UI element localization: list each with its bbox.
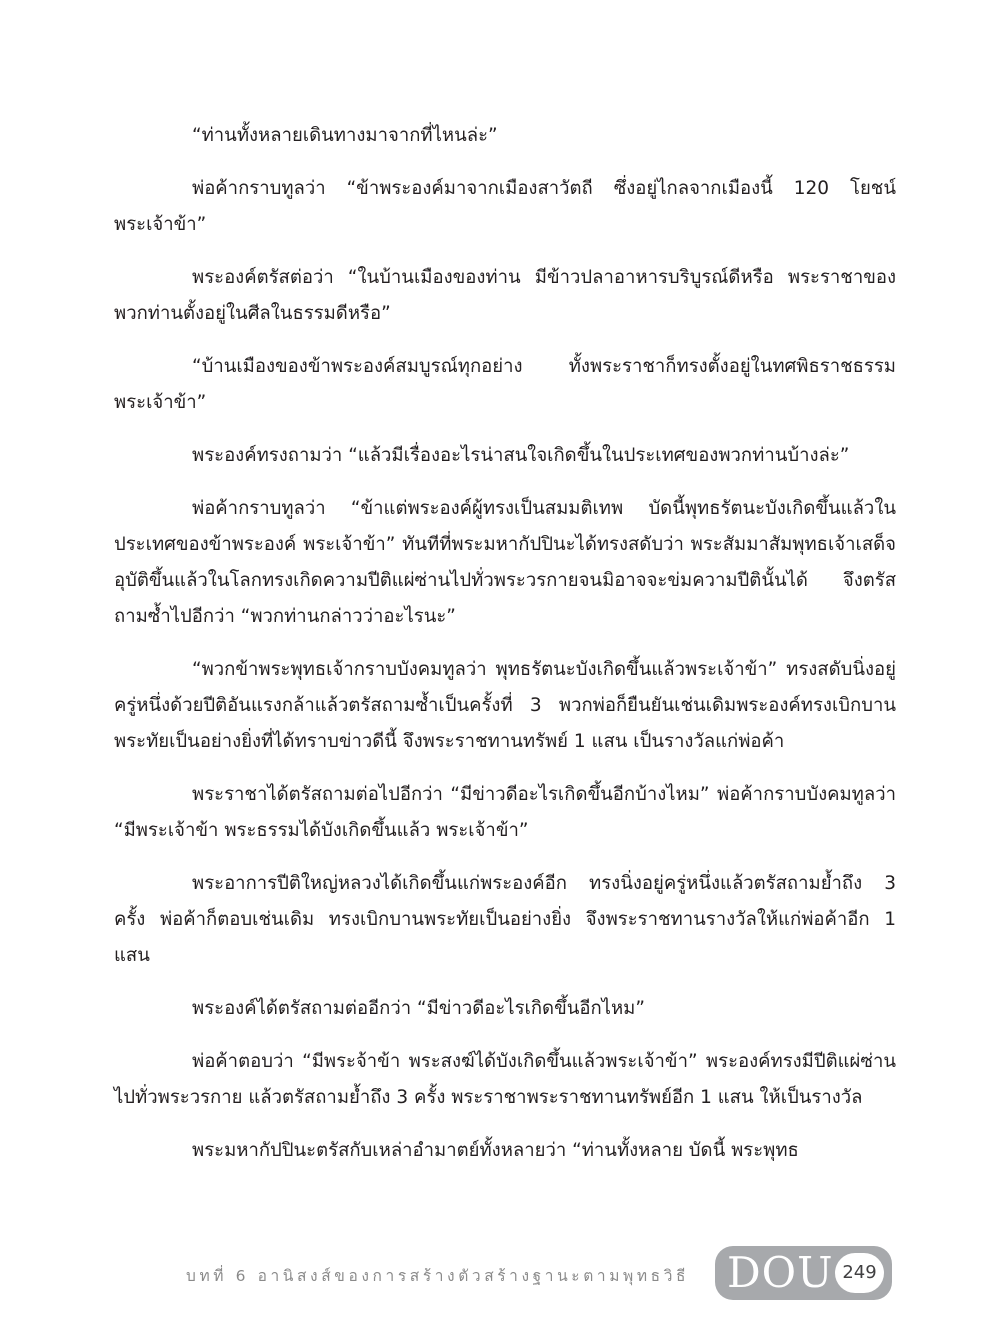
body-text bbox=[114, 118, 896, 1186]
paragraph: พระราชาได้ตรัสถามต่อไปอีกว่า “มีข่าวดีอะไรเกิดขึ้นอีกบ้างไหม” พ่อค้ากราบบังคมทูลว่า “มีพระเจ้าข้า พระธรรมได้บังเกิดขึ้นแล้ว พระเจ้าข้า” bbox=[114, 784, 896, 841]
paragraph: พระองค์ได้ตรัสถามต่ออีกว่า “มีข่าวดีอะไรเกิดขึ้นอีกไหม” bbox=[192, 998, 645, 1019]
paragraph: พระอาการปีติใหญ่หลวงได้เกิดขึ้นแก่พระองค์อีก ทรงนิ่งอยู่ครู่หนึ่งแล้วตรัสถามย้ำถึง 3 ครั้ง พ่อค้าก็ตอบเช่นเดิม ทรงเบิกบานพระทัยเป็นอย่างยิ่ง จึงพระราชทานรางวัลให้แก่พ่อค้าอีก 1 แสน bbox=[114, 873, 896, 966]
paragraph: “ท่านทั้งหลายเดินทางมาจากที่ไหนล่ะ” bbox=[192, 125, 498, 146]
paragraph: พระมหากัปปินะตรัสกับเหล่าอำมาตย์ทั้งหลายว่า “ท่านทั้งหลาย บัดนี้ พระพุทธ bbox=[192, 1140, 799, 1161]
page-footer bbox=[0, 1246, 1000, 1302]
paragraph: พระองค์ตรัสต่อว่า “ในบ้านเมืองของท่าน มีข้าวปลาอาหารบริบูรณ์ดีหรือ พระราชาของพวกท่านตั้งอยู่ในศีลในธรรมดีหรือ” bbox=[114, 267, 896, 324]
page-number: 249 bbox=[835, 1253, 884, 1293]
paragraph: พ่อค้ากราบทูลว่า “ข้าแต่พระองค์ผู้ทรงเป็นสมมติเทพ บัดนี้พุทธรัตนะบังเกิดขึ้นแล้วในประเทศของข้าพระองค์ พระเจ้าข้า” ทันทีที่พระมหากัปปินะได้ทรงสดับว่า พระสัมมาสัมพุทธเจ้าเสด็จอุบัติขึ้นแล้วในโลกทรงเกิดความปีติแผ่ซ่านไปทั่วพระวรกายจนมิอาจจะข่มความปีตินั้นได้ จึงตรัสถามซ้ำไปอีกว่า “พวกท่านกล่าวว่าอะไรนะ” bbox=[114, 498, 896, 627]
paragraph: พระองค์ทรงถามว่า “แล้วมีเรื่องอะไรน่าสนใจเกิดขึ้นในประเทศของพวกท่านบ้างล่ะ” bbox=[192, 445, 850, 466]
chapter-caption: บทที่ 6 อานิสงส์ของการสร้างตัวสร้างฐานะตามพุทธวิธี bbox=[186, 1267, 690, 1285]
paragraph: “บ้านเมืองของข้าพระองค์สมบูรณ์ทุกอย่าง ทั้งพระราชาก็ทรงตั้งอยู่ในทศพิธราชธรรม พระเจ้าข้า” bbox=[114, 356, 896, 413]
paragraph: “พวกข้าพระพุทธเจ้ากราบบังคมทูลว่า พุทธรัตนะบังเกิดขึ้นแล้วพระเจ้าข้า” ทรงสดับนิ่งอยู่ครู่หนึ่งด้วยปีติอันแรงกล้าแล้วตรัสถามซ้ำเป็นครั้งที่ 3 พวกพ่อก็ยืนยันเช่นเดิมพระองค์ทรงเบิกบานพระทัยเป็นอย่างยิ่งที่ได้ทราบข่าวดีนี้ จึงพระราชทานทรัพย์ 1 แสน เป็นรางวัลแก่พ่อค้า bbox=[114, 659, 896, 752]
dou-page-badge bbox=[715, 1246, 892, 1300]
dou-logo: DOU bbox=[727, 1248, 834, 1297]
paragraph: พ่อค้ากราบทูลว่า “ข้าพระองค์มาจากเมืองสาวัตถี ซึ่งอยู่ไกลจากเมืองนี้ 120 โยชน์ พระเจ้าข้า” bbox=[114, 178, 896, 235]
paragraph: พ่อค้าตอบว่า “มีพระจ้าข้า พระสงฆ์ได้บังเกิดขึ้นแล้วพระเจ้าข้า” พระองค์ทรงมีปีติแผ่ซ่านไปทั่วพระวรกาย แล้วตรัสถามย้ำถึง 3 ครั้ง พระราชาพระราชทานทรัพย์อีก 1 แสน ให้เป็นรางวัล bbox=[114, 1051, 896, 1108]
